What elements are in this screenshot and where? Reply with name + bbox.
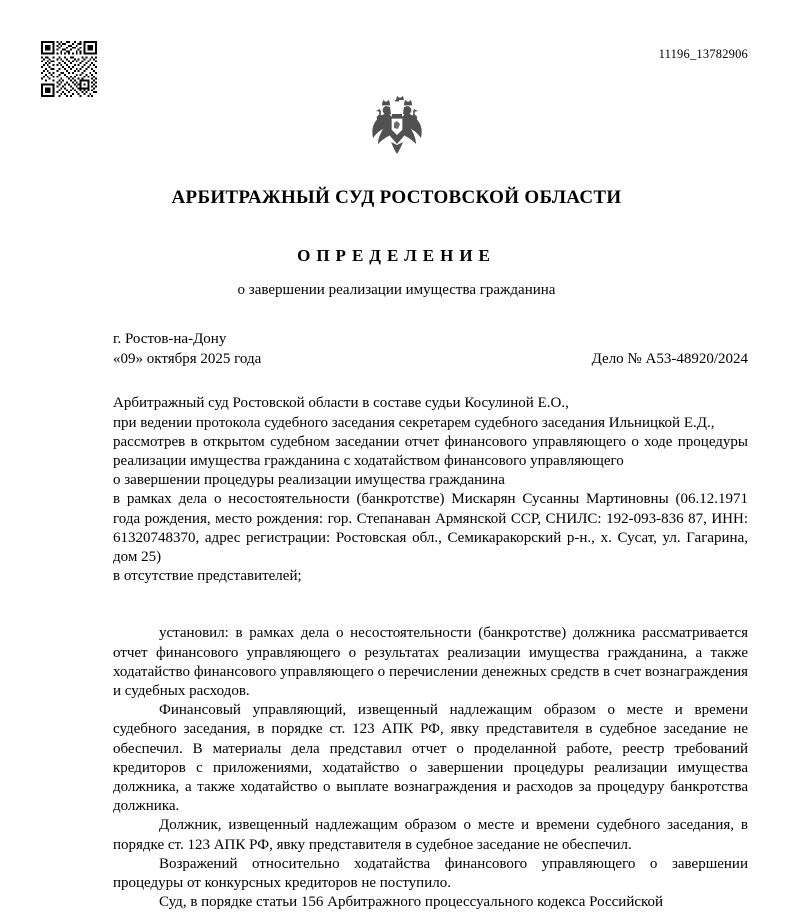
document-kind-heading: ОПРЕДЕЛЕНИЕ: [297, 246, 496, 265]
paragraph-absence-of-representatives: в отсутствие представителей;: [113, 568, 302, 585]
case-number-label: Дело № А53-48920/2024: [591, 351, 748, 368]
document-id-label: 11196_13782906: [658, 47, 748, 61]
document-meta: [113, 330, 748, 369]
paragraph-court-article-156: Суд, в порядке статьи 156 Арбитражного процессуального кодекса Российской: [159, 894, 664, 911]
date-label: «09» октября 2025 года: [113, 351, 262, 368]
city-label: г. Ростов-на-Дону: [113, 331, 227, 347]
document-qr-code: [41, 41, 97, 97]
document-subject: о завершении реализации имущества гражданина: [237, 282, 556, 298]
document-header: [0, 0, 793, 88]
russian-coat-of-arms-icon: [366, 94, 428, 160]
court-title: АРБИТРАЖНЫЙ СУД РОСТОВСКОЙ ОБЛАСТИ: [171, 187, 622, 208]
paragraph-secretary: при ведении протокола судебного заседания секретарем судебного заседания Ильницкой Е.Д.,: [113, 414, 715, 431]
emblem-container: [0, 94, 793, 160]
paragraph-subject-of-hearing: рассмотрев в открытом судебном заседании отчет финансового управляющего о ходе процедуры реализации имущества гражданина с ходатайством финансового управляющего: [113, 433, 748, 470]
paragraph-no-objections: Возражений относительно ходатайства финансового управляющего о завершении процедуры от конкурсных кредиторов не поступило.: [113, 855, 748, 892]
paragraph-debtor-notice: Должник, извещенный надлежащим образом о месте и времени судебного заседания, в порядке ст. 123 АПК РФ, явку представителя в судебное заседание не обеспечил.: [113, 817, 748, 853]
paragraph-established: установил: в рамках дела о несостоятельности (банкротстве) должника рассматривается отчет финансового управляющего о результатах реализации имущества гражданина, а также ходатайство финансового управляющего о перечислении денежных средств в счет вознаграждения и судебных расходов.: [113, 625, 748, 700]
paragraph-composition: Арбитражный суд Ростовской области в составе судьи Косулиной Е.О.,: [113, 395, 569, 412]
paragraph-debtor-details: в рамках дела о несостоятельности (банкротстве) Мискарян Сусанны Мартиновны (06.12.1971 года рождения, место рождения: гор. Степанаван Армянской ССР, СНИЛС: 192-093-836 87, ИНН: 61320748370, адрес регистрации: Ростовская обл., Семикаракорский р-н., х. Сусат, ул. Гагарина, дом 25): [113, 491, 748, 566]
paragraph-financial-manager: Финансовый управляющий, извещенный надлежащим образом о месте и времени судебного заседания, в порядке ст. 123 АПК РФ, явку представителя в судебное заседание не обеспечил. В материалы дела представил отчет о проделанной работе, реестр требований кредиторов с приложениями, ходатайство о завершении процедуры реализации имущества должника, а также ходатайство о выплате вознаграждения и расходов за процедуру банкротства должника.: [113, 702, 748, 815]
paragraph-petition-subject: о завершении процедуры реализации имущества гражданина: [113, 472, 505, 489]
document-body: [113, 330, 748, 912]
